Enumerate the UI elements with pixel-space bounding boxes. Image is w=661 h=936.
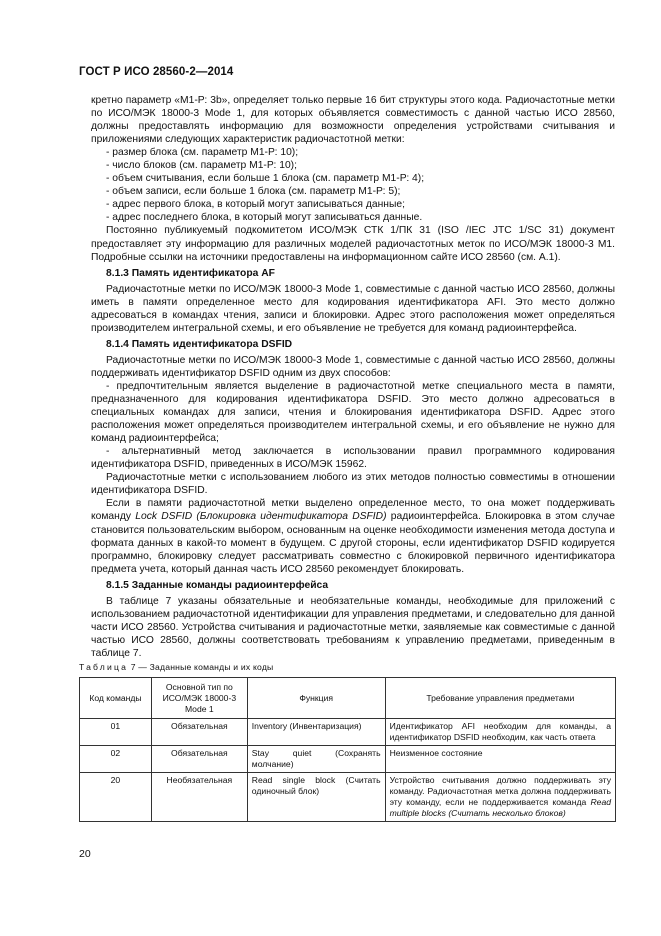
paragraph: кретно параметр «М1-Р: 3b», определяет только первые 16 бит структуры этого кода. Радиочастотные метки по ИСО/МЭК 18000-3 Mode 1, для которых объявляется совместимость с данной частью ИСО 28560, должны предоставлять информацию для возможности определения устройствами считывания и приложениями следующих характеристик радиочастотной метки: (91, 95, 615, 146)
paragraph: Радиочастотные метки по ИСО/МЭК 18000-3 Mode 1, совместимые с данной частью ИСО 28560, должны поддерживать идентификатор DSFID одним из двух способов: (91, 354, 615, 379)
list-item: - размер блока (см. параметр М1-Р: 10); (106, 147, 299, 159)
list-item: - адрес последнего блока, в который могут записываться данные. (106, 212, 423, 224)
column-header: Основной тип по ИСО/МЭК 18000-3 Mode 1 (151, 678, 247, 719)
cell-requirement (385, 773, 615, 822)
cell-code: 01 (80, 719, 152, 746)
cell-type: Необязательная (151, 773, 247, 822)
section-heading: 8.1.3 Память идентификатора AF (106, 267, 275, 279)
text-run: Устройство считывания должно поддерживать эту команду. Радиочастотная метка должна поддерживать эту команду, если не поддерживается команда (389, 775, 611, 807)
text-run: Если в памяти радиочастотной метки выделено определенное место, то она может поддерживать команду (91, 498, 615, 523)
paragraph (91, 497, 615, 575)
command-name: Lock DSFID (Блокировка идентификатора DSFID) (135, 511, 387, 523)
caption-text: 7 — Заданные команды и их коды (130, 662, 274, 672)
cell-code: 02 (80, 746, 152, 773)
running-header: ГОСТ Р ИСО 28560-2—2014 (79, 66, 234, 78)
paragraph: В таблице 7 указаны обязательные и необязательные команды, необходимые для приложений с использованием радиочастотной идентификации для управления предметами, и следовательно для данной части ИСО 28560. Устройства считывания и радиочастотные метки, заявляемые как совместимые с данной частью ИСО 28560, должны соответствовать требованиям к управлению предметами, приведенным в таблице 7. (91, 595, 615, 659)
table-row (80, 719, 616, 746)
table-header-row (80, 678, 616, 719)
cell-code: 20 (80, 773, 152, 822)
command-name: Read multiple blocks (Считать несколько блоков) (389, 797, 611, 818)
body-text (91, 94, 615, 660)
paragraph: Радиочастотные метки с использованием любого из этих методов полностью совместимы в отношении идентификатора DSFID. (91, 472, 615, 497)
list-item: - объем записи, если больше 1 блока (см. параметр М1-Р: 5); (106, 186, 401, 198)
list-item: - число блоков (см. параметр М1-Р: 10); (106, 160, 297, 172)
cell-type: Обязательная (151, 746, 247, 773)
list-item: - адрес первого блока, в который могут записываться данные; (106, 199, 405, 211)
page-number: 20 (79, 848, 91, 860)
text-run: радиоинтерфейса. Блокировка в этом случае становится пользовательским выбором, основанным на оценке необходимости изменения метода доступа и формата данных в какой-то момент в будущем. С другой стороны, если идентификатор DSFID кодируется программно, блокировку следует рассматривать совместно с блокировкой первичного идентификатора предмета учета, который данная часть ИСО 28560 рекомендует блокировать. (91, 511, 616, 575)
cell-requirement: Неизменное состояние (385, 746, 615, 773)
paragraph: - предпочтительным является выделение в радиочастотной метке специального места в памяти, предназначенного для кодирования идентификатора DSFID. Это место должно адресоваться в специальных командах для записи, чтения и блокирования идентификатора DSFID. Адрес этого расположения может определяться производителем интегральной схемы, и его объявление не нужно для команд радиоинтерфейса; (91, 380, 615, 445)
cell-type: Обязательная (151, 719, 247, 746)
commands-table (79, 677, 616, 822)
cell-requirement: Идентификатор AFI необходим для команды, а идентификатор DSFID необходим, как часть ответа (385, 719, 615, 746)
section-heading: 8.1.5 Заданные команды радиоинтерфейса (106, 579, 329, 591)
column-header: Требование управления предметами (385, 678, 615, 719)
paragraph: Постоянно публикуемый подкомитетом ИСО/МЭК СТК 1/ПК 31 (ISO /IEC JTC 1/SC 31) документ предоставляет эту информацию для различных моделей радиочастотных меток по ИСО/МЭК 18000-3 М1. Подробные ссылки на источники предоставлены на информационном сайте ИСО 28560 (см. А.1). (91, 225, 615, 263)
table-caption (79, 662, 273, 672)
paragraph: - альтернативный метод заключается в использовании правил программного кодирования идентификатора DSFID, приведенных в ИСО/МЭК 15962. (91, 446, 615, 471)
column-header: Код команды (80, 678, 152, 719)
list-item: - объем считывания, если больше 1 блока (см. параметр М1-Р: 4); (106, 173, 425, 185)
column-header: Функция (247, 678, 385, 719)
caption-word: Таблица (79, 662, 129, 672)
table-row (80, 746, 616, 773)
cell-function: Stay quiet (Сохранять молчание) (247, 746, 385, 773)
paragraph: Радиочастотные метки по ИСО/МЭК 18000-3 Mode 1, совместимые с данной частью ИСО 28560, должны иметь в памяти определенное место для кодирования идентификатора AFI. Это место должно адресоваться в командах чтения, записи и блокировки. Адрес этого расположения может определяться производителем интегральной схемы, и его объявление не требуется для команд радиоинтерфейса. (91, 283, 615, 334)
cell-function: Inventory (Инвентаризация) (247, 719, 385, 746)
section-heading: 8.1.4 Память идентификатора DSFID (106, 338, 293, 350)
table-row (80, 773, 616, 822)
cell-function: Read single block (Считать одиночный блок) (247, 773, 385, 822)
